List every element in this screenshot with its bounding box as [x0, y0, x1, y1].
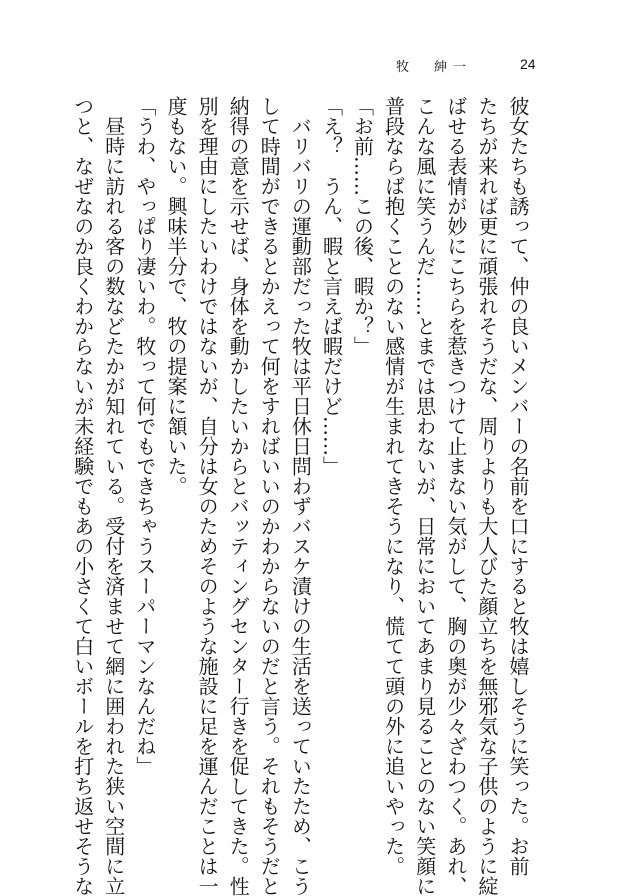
dialogue-line: 「え？ うん、暇と言えば暇だけど……」 [319, 96, 344, 476]
dialogue-line: 「お前……この後、暇か？」 [350, 96, 375, 356]
text-line: 普段ならば抱くことのない感情が生まれてきそうになり、慌てて頭の外に追いやった。 [381, 96, 406, 876]
text-line: して時間ができるとかえって何をすればいいのかわからないのだと言う。それもそうだと [257, 96, 282, 896]
text-line: こんな風に笑うんだ……とまでは思わないが、日常においてあまり見ることのない笑顔に [412, 96, 437, 896]
text-line: 彼女たちも誘って、仲の良いメンバーの名前を口にすると牧は嬉しそうに笑った。お前 [506, 96, 530, 876]
dialogue-line: 「うわ、やっぱり凄いわ。牧って何でもできちゃうスーパーマンなんだね」 [132, 96, 157, 776]
page-number: 24 [520, 56, 536, 72]
text-line: 納得の意を示せば、身体を動かしたいからとバッティングセンター行きを促してきた。性 [226, 96, 251, 896]
text-line: 昼時に訪れる客の数などたかが知れている。受付を済ませて網に囲われた狭い空間に立 [101, 96, 126, 896]
text-line: ばせる表情が妙にこちらを惹きつけて止まない気がして、胸の奥が少々ざわつく。あれ、 [443, 96, 468, 896]
text-line: 別を理由にしたいわけではないが、自分は女のためそのような施設に足を運んだことは一 [195, 96, 220, 896]
text-line: つと、なぜなのか良くわからないが未経験でもあの小さくて白いボールを打ち返せそうな [70, 96, 95, 896]
running-title: 牧 紳一 [396, 60, 473, 75]
text-line: バリバリの運動部だった牧は平日休日問わずバスケ漬けの生活を送っていたため、こう [288, 96, 313, 896]
text-line: たちが来れば更に頑張れそうだな、周りよりも大人びた顔立ちを無邪気な子供のように綻 [474, 96, 499, 896]
vertical-text-body [70, 96, 533, 896]
text-line: 度もない。興味半分で、牧の提案に頷いた。 [163, 96, 188, 496]
